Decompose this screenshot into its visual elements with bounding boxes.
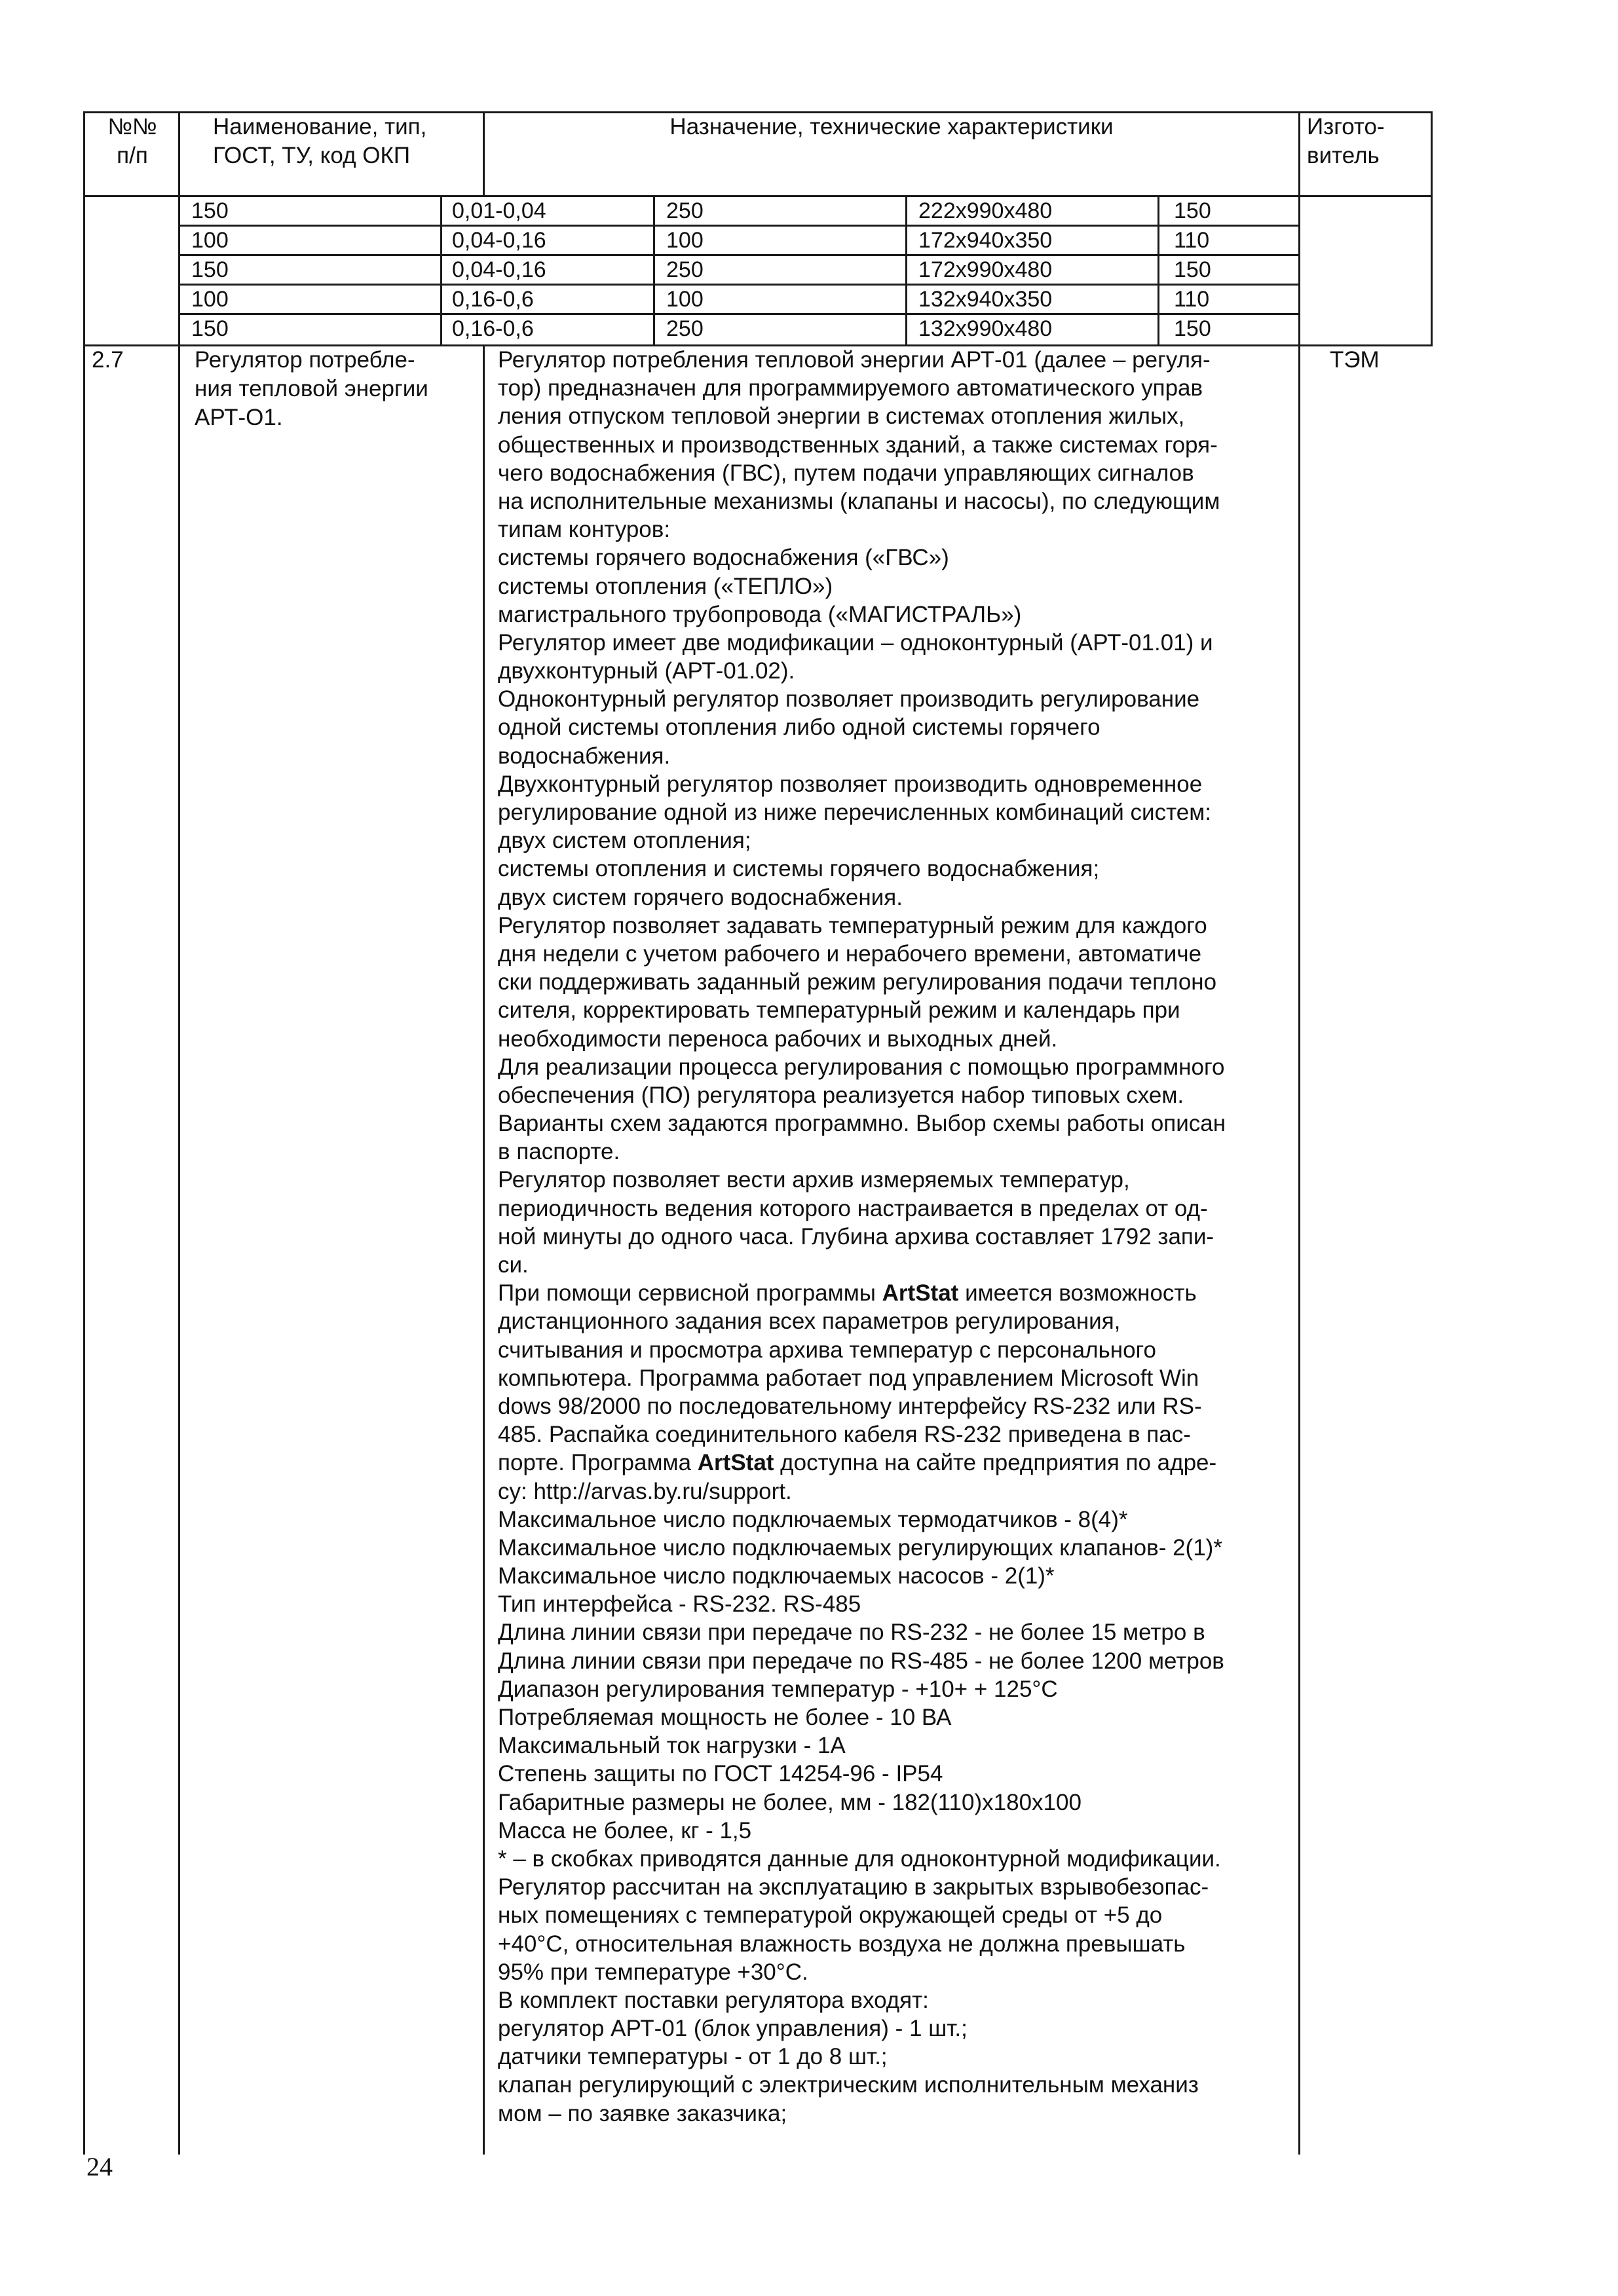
header-number-line: №№ bbox=[107, 114, 157, 139]
page-number: 24 bbox=[86, 2152, 113, 2181]
description-line: двухконтурный (АРТ-01.02). bbox=[498, 658, 795, 684]
description-line: необходимости переноса рабочих и выходных дней. bbox=[498, 1026, 1058, 1052]
table-cell: 132х940х350 bbox=[918, 287, 1053, 312]
description-line: магистрального трубопровода («МАГИСТРАЛЬ») bbox=[498, 601, 1022, 627]
description-line: компьютера. Программа работает под управлением Microsoft Win bbox=[498, 1365, 1199, 1391]
table-cell: 0,01-0,04 bbox=[452, 198, 546, 223]
table-cell: 132х990х480 bbox=[918, 316, 1053, 341]
description-line: регулятор АРТ-01 (блок управления) - 1 шт.; bbox=[498, 2016, 968, 2042]
description-line: на исполнительные механизмы (клапаны и насосы), по следующим bbox=[498, 488, 1220, 514]
table-cell: 172х940х350 bbox=[918, 228, 1053, 253]
description-line: сителя, корректировать температурный режим и календарь при bbox=[498, 997, 1180, 1024]
description-line: типам контуров: bbox=[498, 517, 671, 543]
description-line: Максимальный ток нагрузки - 1А bbox=[498, 1733, 846, 1759]
description-line: системы отопления и системы горячего водоснабжения; bbox=[498, 856, 1100, 882]
description-line: в паспорте. bbox=[498, 1139, 620, 1165]
item-number: 2.7 bbox=[92, 347, 124, 373]
description-line: Длина линии связи при передаче по RS-232 - не более 15 метро в bbox=[498, 1620, 1205, 1646]
description-line: Длина линии связи при передаче по RS-485 - не более 1200 метров bbox=[498, 1648, 1224, 1674]
table-cell: 110 bbox=[1174, 287, 1210, 312]
table-cell: 110 bbox=[1174, 228, 1210, 253]
description-line: общественных и производственных зданий, а также системах горя- bbox=[498, 432, 1218, 458]
description-line: ных помещениях с температурой окружающей среды от +5 до bbox=[498, 1902, 1163, 1929]
description-line: ления отпуском тепловой энергии в системах отопления жилых, bbox=[498, 403, 1185, 430]
header-manufacturer bbox=[1307, 113, 1385, 170]
table-cell: 0,16-0,6 bbox=[452, 287, 534, 312]
description-line: Двухконтурный регулятор позволяет производить одновременное bbox=[498, 771, 1203, 797]
table-cell: 150 bbox=[1174, 316, 1211, 341]
product-name: ArtStat bbox=[697, 1450, 774, 1476]
table-cell: 150 bbox=[1174, 257, 1211, 282]
description-line: су: http://arvas.by.ru/support. bbox=[498, 1478, 792, 1504]
description-line: Потребляемая мощность не более - 10 ВА bbox=[498, 1705, 952, 1730]
table-cell: 100 bbox=[666, 287, 704, 312]
table-cell: 150 bbox=[191, 316, 229, 341]
table-cell: 150 bbox=[1174, 198, 1211, 223]
description-line: +40°C, относительная влажность воздуха не должна превышать bbox=[498, 1931, 1186, 1957]
description-line: порте. Программа ArtStat доступна на сайте предприятия по адре- bbox=[498, 1450, 1217, 1476]
header-number-line: п/п bbox=[117, 143, 148, 168]
description-line: одной системы отопления либо одной системы горячего bbox=[498, 714, 1101, 741]
table-cell: 250 bbox=[666, 257, 704, 282]
description-line: 485. Распайка соединительного кабеля RS-232 приведена в пас- bbox=[498, 1422, 1191, 1448]
description-line: Максимальное число подключаемых регулирующих клапанов- 2(1)* bbox=[498, 1534, 1222, 1561]
description-line: дня недели с учетом рабочего и нерабочего времени, автоматиче bbox=[498, 940, 1202, 967]
table-cell: 250 bbox=[666, 198, 704, 223]
description-line: датчики температуры - от 1 до 8 шт.; bbox=[498, 2044, 888, 2070]
description-line: ски поддерживать заданный режим регулирования подачи теплоно bbox=[498, 969, 1217, 995]
description-line: двух систем отопления; bbox=[498, 828, 751, 854]
header-name-line: ГОСТ, ТУ, код ОКП bbox=[213, 143, 411, 168]
description-line: тор) предназначен для программируемого автоматического управ bbox=[498, 375, 1203, 401]
table-cell: 0,04-0,16 bbox=[452, 228, 546, 253]
description-line: В комплект поставки регулятора входят: bbox=[498, 1987, 929, 2013]
header-name bbox=[213, 113, 426, 170]
description-line: Габаритные размеры не более, мм - 182(110)х180х100 bbox=[498, 1789, 1082, 1815]
item-name-line: АРТ-О1. bbox=[195, 405, 283, 430]
description-line: Варианты схем задаются программно. Выбор схемы работы описан bbox=[498, 1111, 1226, 1137]
description-line: чего водоснабжения (ГВС), путем подачи управляющих сигналов bbox=[498, 460, 1194, 486]
product-name: ArtStat bbox=[882, 1280, 959, 1306]
description-line: Максимальное число подключаемых насосов - 2(1)* bbox=[498, 1563, 1055, 1589]
table-cell: 172х990х480 bbox=[918, 257, 1053, 282]
table-cell: 222х990х480 bbox=[918, 198, 1053, 223]
description-line: считывания и просмотра архива температур с персонального bbox=[498, 1337, 1157, 1363]
description-line: Регулятор потребления тепловой энергии АРТ-01 (далее – регуля- bbox=[498, 347, 1211, 373]
description-line: ной минуты до одного часа. Глубина архива составляет 1792 запи- bbox=[498, 1223, 1214, 1250]
description-line: Регулятор имеет две модификации – одноконтурный (АРТ-01.01) и bbox=[498, 629, 1213, 656]
description-line: системы горячего водоснабжения («ГВС») bbox=[498, 545, 949, 571]
description-line: Для реализации процесса регулирования с помощью программного bbox=[498, 1054, 1225, 1080]
description-line: клапан регулирующий с электрическим исполнительным механиз bbox=[498, 2072, 1199, 2098]
table-cell: 100 bbox=[666, 228, 704, 253]
description-line: * – в скобках приводятся данные для одноконтурной модификации. bbox=[498, 1845, 1221, 1872]
header-name-line: Наименование, тип, bbox=[213, 114, 427, 139]
description-line: dows 98/2000 по последовательному интерфейсу RS-232 или RS- bbox=[498, 1393, 1202, 1419]
description-line: Одноконтурный регулятор позволяет производить регулирование bbox=[498, 686, 1200, 713]
header-description: Назначение, технические характеристики bbox=[669, 114, 1114, 139]
table-cell: 150 bbox=[191, 198, 229, 223]
header-manufacturer-line: витель bbox=[1307, 143, 1380, 168]
description-line: Регулятор рассчитан на эксплуатацию в закрытых взрывобезопас- bbox=[498, 1874, 1209, 1900]
item-name-line: Регулятор потребле- bbox=[195, 347, 415, 373]
description-line: Тип интерфейса - RS-232. RS-485 bbox=[498, 1591, 861, 1618]
description-line: Масса не более, кг - 1,5 bbox=[498, 1817, 752, 1843]
item-manufacturer: ТЭМ bbox=[1330, 347, 1380, 373]
description-line: периодичность ведения которого настраивается в пределах от од- bbox=[498, 1195, 1208, 1221]
table-cell: 100 bbox=[191, 287, 229, 312]
description-line: 95% при температуре +30°C. bbox=[498, 1959, 808, 1985]
description-line: Степень защиты по ГОСТ 14254-96 - IP54 bbox=[498, 1761, 943, 1787]
table-cell: 250 bbox=[666, 316, 704, 341]
description-line: Регулятор позволяет вести архив измеряемых температур, bbox=[498, 1167, 1130, 1193]
description-line: Максимальное число подключаемых термодатчиков - 8(4)* bbox=[498, 1506, 1128, 1532]
description-line: регулирование одной из ниже перечисленных комбинаций систем: bbox=[498, 800, 1211, 825]
table-cell: 100 bbox=[191, 228, 229, 253]
table-cell: 150 bbox=[191, 257, 229, 282]
item-name-line: ния тепловой энергии bbox=[195, 376, 428, 401]
description-line: обеспечения (ПО) регулятора реализуется набор типовых схем. bbox=[498, 1082, 1184, 1108]
item-description bbox=[498, 346, 1226, 2128]
header-manufacturer-line: Изгото- bbox=[1307, 114, 1385, 139]
item-name bbox=[195, 346, 428, 432]
description-line: системы отопления («ТЕПЛО») bbox=[498, 573, 833, 599]
description-line: мом – по заявке заказчика; bbox=[498, 2100, 787, 2126]
description-line: Регулятор позволяет задавать температурный режим для каждого bbox=[498, 912, 1207, 938]
description-line: си. bbox=[498, 1252, 529, 1278]
table-cell: 0,16-0,6 bbox=[452, 316, 534, 341]
description-line: дистанционного задания всех параметров регулирования, bbox=[498, 1308, 1121, 1335]
description-line: Диапазон регулирования температур - +10+ + 125°C bbox=[498, 1676, 1058, 1702]
description-line: водоснабжения. bbox=[498, 743, 671, 769]
description-line: двух систем горячего водоснабжения. bbox=[498, 884, 903, 910]
description-line: При помощи сервисной программы ArtStat имеется возможность bbox=[498, 1280, 1197, 1306]
header-number bbox=[86, 113, 178, 170]
table-cell: 0,04-0,16 bbox=[452, 257, 546, 282]
